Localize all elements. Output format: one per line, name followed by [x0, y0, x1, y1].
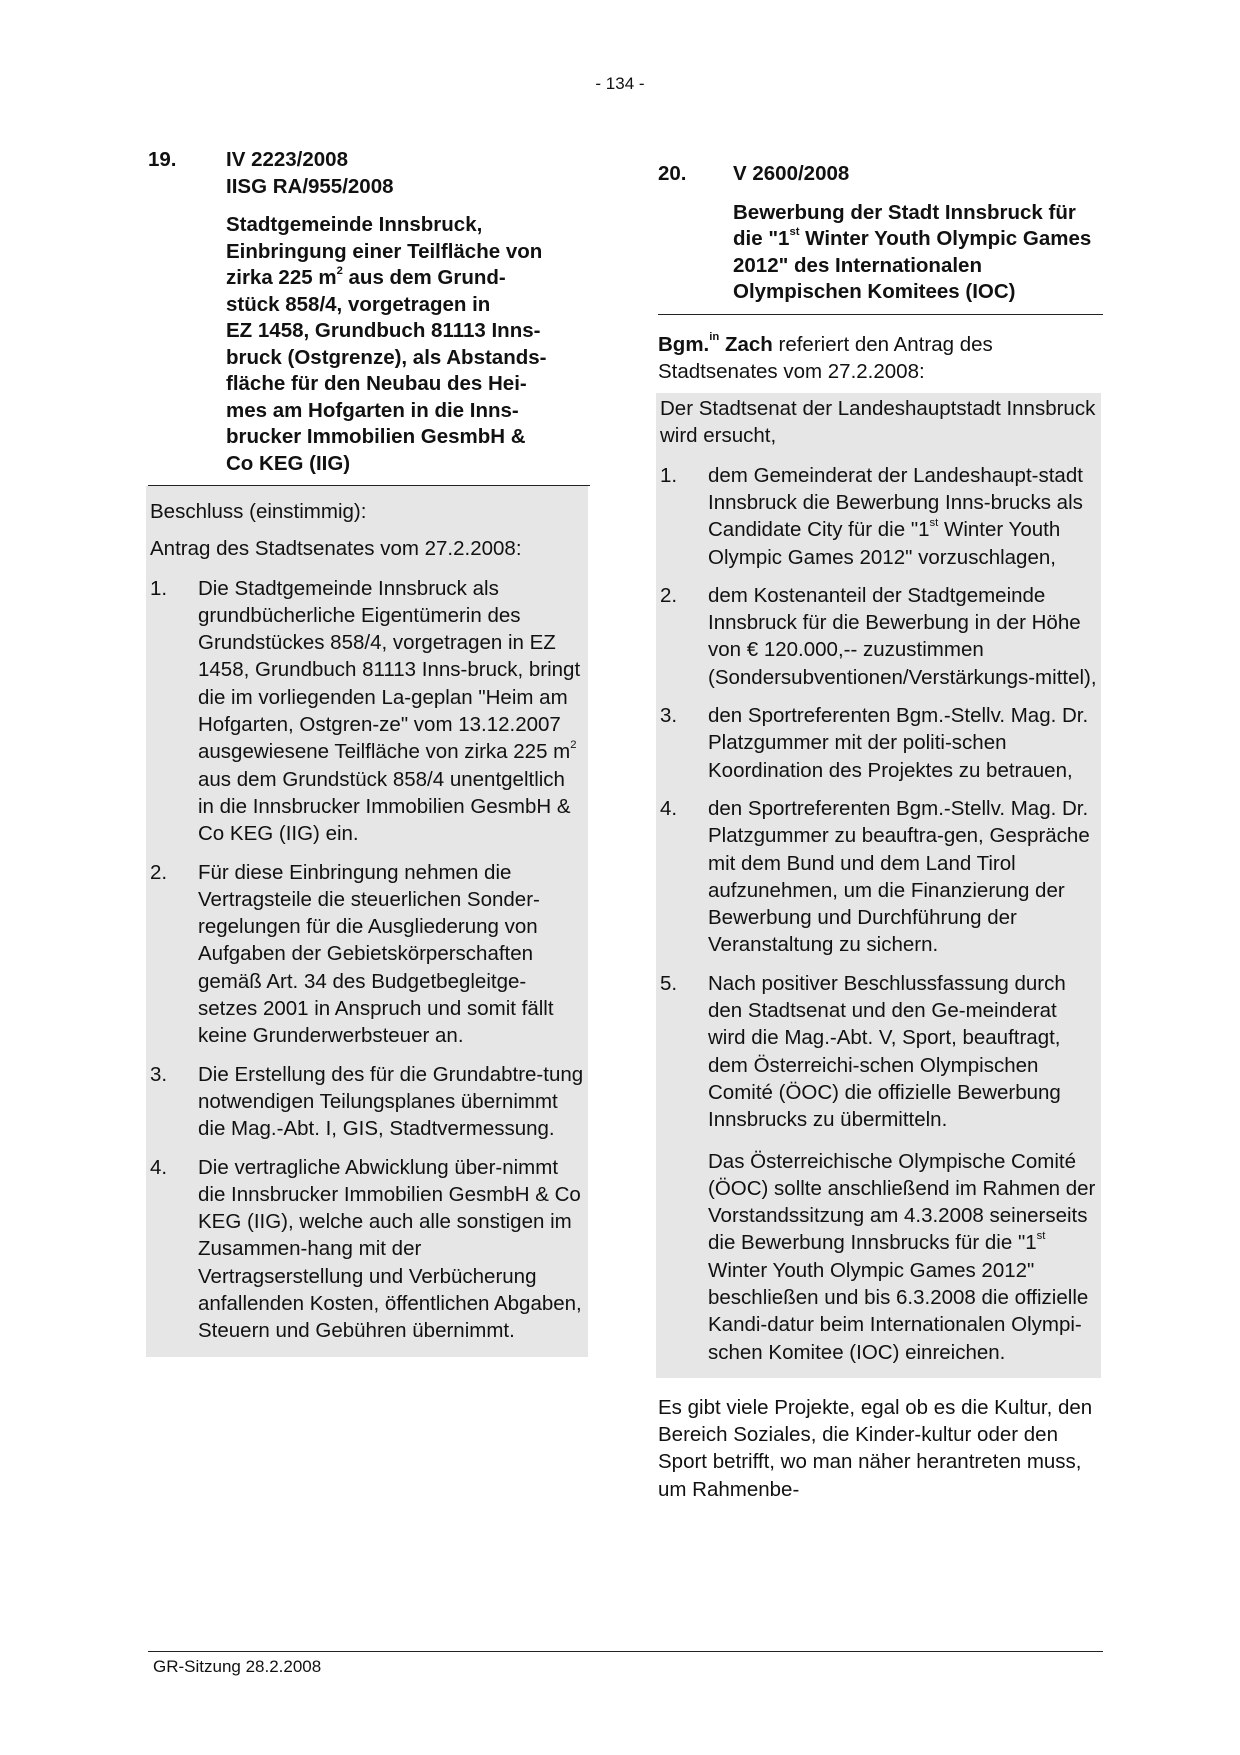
list-text: dem Gemeinderat der Landeshaupt-stadt Innsbruck die Bewerbung Inns-brucks als Candidate City für die "1st Winter Youth Olympic Games 2012" vorzuschlagen, — [708, 463, 1083, 569]
list-item — [660, 462, 1097, 571]
speaker-name: Bgm.$^{in}$ Zach — [658, 331, 773, 356]
agenda-number: 19. — [148, 148, 177, 171]
footer-session: GR-Sitzung 28.2.2008 — [153, 1657, 322, 1676]
title-line: Co KEG (IIG) — [226, 451, 351, 475]
speaker-intro: Bgm.$^{in}$ Zach referiert den Antrag des Stadtsenates vom 27.2.2008: — [658, 331, 993, 383]
list-number: 3. — [660, 704, 678, 728]
resolution-box — [146, 486, 588, 1357]
agenda-title: Bewerbung der Stadt Innsbruck für die "1st Winter Youth Olympic Games 2012" des Internationalen Olympischen Komitees (IOC) — [733, 200, 1092, 303]
closing-paragraph: Es gibt viele Projekte, egal ob es die Kultur, den Bereich Soziales, die Kinder-kultur oder den Sport betrifft, wo man näher herantreten muss, um Rahmenbe- — [658, 1395, 1093, 1501]
list-item — [660, 702, 1097, 784]
list-item — [150, 575, 584, 848]
list-text: den Sportreferenten Bgm.-Stellv. Mag. Dr. Platzgummer zu beauftra-gen, Gespräche mit dem Bund und dem Land Tirol aufzunehmen, um die Finanzierung der Bewerbung und Durchführung der Veranstaltung zu sichern. — [708, 796, 1090, 957]
page-number: - 134 - — [595, 74, 645, 93]
title-line: mes am Hofgarten in die Inns- — [226, 398, 519, 422]
motion-label: Antrag des Stadtsenates vom 27.2.2008: — [150, 537, 522, 561]
list-number: 2. — [660, 583, 678, 607]
reference-line: IISG RA/955/2008 — [226, 174, 394, 198]
title-line: brucker Immobilien GesmbH & — [226, 425, 526, 448]
motion-box — [656, 393, 1101, 1378]
list-number: 1. — [660, 463, 678, 487]
agenda-item-20 — [658, 161, 1103, 1503]
list-text: dem Kostenanteil der Stadtgemeinde Innsbruck für die Bewerbung in der Höhe von € 120.000,-- zuzustimmen (Sondersubventionen/Verstärkungs-mittel), — [708, 583, 1097, 689]
list-text: Nach positiver Beschlussfassung durch den Stadtsenat und den Ge-meinderat wird die Mag.-Abt. V, Sport, beauftragt, dem Österreichi-schen Olympischen Comité (ÖOC) die offizielle Bewerbung Innsbrucks zu übermitteln. — [708, 971, 1066, 1132]
list-continuation: Das Österreichische Olympische Comité (ÖOC) sollte anschließend im Rahmen der Vorstandssitzung am 4.3.2008 seinerseits die Bewerbung Innsbrucks für die "1st Winter Youth Olympic Games 2012" beschließen und bis 6.3.2008 die offizielle Kandi-datur beim Internationalen Olympi-schen Komitee (IOC) einreichen. — [708, 1149, 1096, 1364]
list-item — [150, 859, 584, 1050]
agenda-reference — [733, 161, 1103, 310]
agenda-header — [658, 161, 1103, 310]
agenda-number: 20. — [658, 162, 687, 185]
list-item — [150, 1061, 584, 1143]
agenda-reference — [226, 147, 590, 481]
agenda-title — [226, 212, 590, 481]
title-divider — [658, 314, 1103, 315]
list-number: 4. — [660, 796, 678, 820]
list-text: Für diese Einbringung nehmen die Vertragsteile die steuerlichen Sonder-regelungen für die Ausgliederung von Aufgaben der Gebietskörperschaften gemäß Art. 34 des Budgetbegleitge-setzes 2001 in Anspruch und somit fällt keine Grunderwerbsteuer an. — [198, 860, 554, 1048]
agenda-header — [148, 147, 590, 481]
resolution-label: Beschluss (einstimmig): — [150, 500, 367, 523]
title-line: Stadtgemeinde Innsbruck, — [226, 213, 483, 236]
reference-line: V 2600/2008 — [733, 162, 850, 185]
list-text: Die Stadtgemeinde Innsbruck als grundbücherliche Eigentümerin des Grundstückes 858/4, vorgetragen in EZ 1458, Grundbuch 81113 Inns-bruck, bringt die im vorliegenden La-geplan "Heim am Hofgarten, Ostgren-ze" vom 13.12.2007 ausgewiesene Teilfläche von zirka 225 $m^2$ aus dem Grundstück 858/4 unentgeltlich in die Innsbrucker Immobilien GesmbH & Co KEG (IIG) ein. — [198, 576, 581, 846]
list-item — [660, 795, 1097, 959]
list-number: 1. — [150, 576, 168, 600]
list-text: Die Erstellung des für die Grundabtre-tung notwendigen Teilungsplanes übernimmt die Mag.-Abt. I, GIS, Stadtvermessung. — [198, 1062, 584, 1141]
list-item — [150, 1154, 584, 1345]
list-number: 5. — [660, 971, 678, 995]
title-line: EZ 1458, Grundbuch 81113 Inns- — [226, 319, 541, 342]
list-number: 4. — [150, 1155, 168, 1179]
list-number: 3. — [150, 1062, 168, 1086]
list-text: den Sportreferenten Bgm.-Stellv. Mag. Dr. Platzgummer mit der politi-schen Koordination des Projektes zu betrauen, — [708, 704, 1089, 782]
list-item — [660, 582, 1097, 691]
list-number: 2. — [150, 860, 168, 884]
title-line: fläche für den Neubau des Hei- — [226, 372, 527, 395]
reference-line: IV 2223/2008 — [226, 148, 348, 171]
request-text: Der Stadtsenat der Landeshauptstadt Innsbruck wird ersucht, — [660, 397, 1096, 448]
title-line: bruck (Ostgrenze), als Abstands- — [226, 345, 547, 369]
footer-divider — [148, 1651, 1103, 1652]
list-text: Die vertragliche Abwicklung über-nimmt die Innsbrucker Immobilien GesmbH & Co KEG (IIG), welche auch alle sonstigen im Zusammen-hang mit der Vertragserstellung und Verbücherung anfallenden Kosten, öffentlichen Abgaben, Steuern und Gebühren übernimmt. — [198, 1155, 582, 1343]
title-line: zirka 225 $m^2$ aus dem Grund- — [226, 264, 506, 289]
title-line: Einbringung einer Teilfläche von — [226, 239, 543, 263]
list-item — [660, 970, 1097, 1134]
agenda-item-19 — [148, 147, 590, 1357]
title-line: stück 858/4, vorgetragen in — [226, 292, 491, 316]
